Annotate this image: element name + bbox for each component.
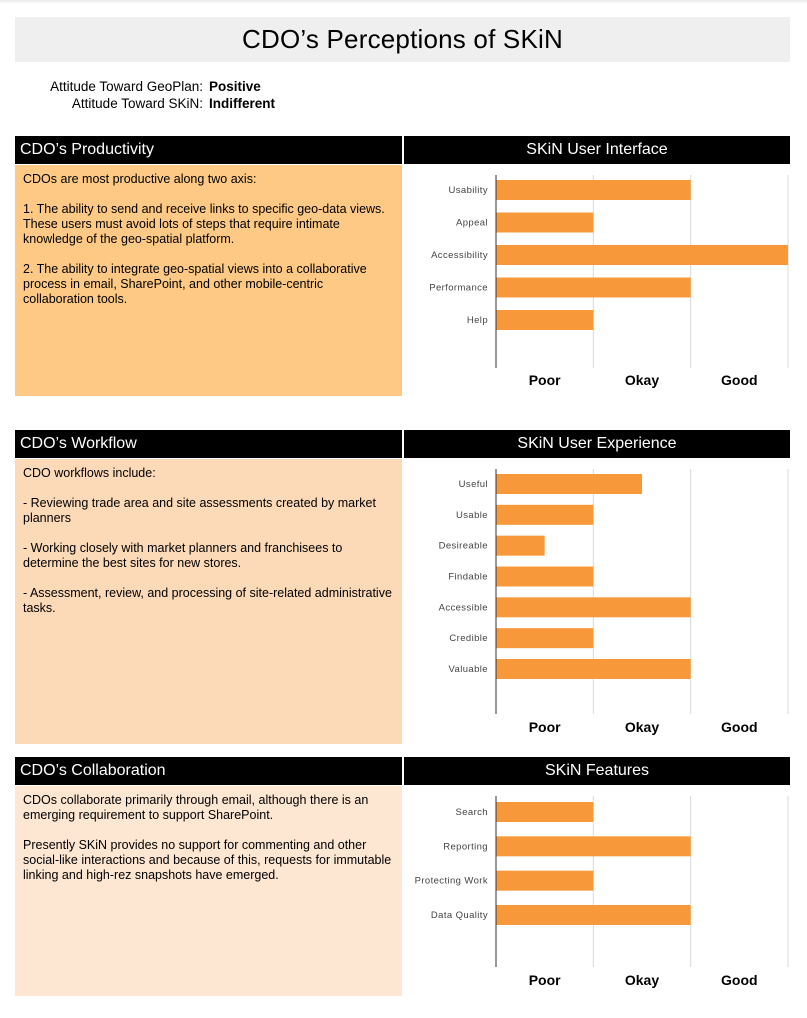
bar [497,836,691,856]
paragraph: - Working closely with market planners and franchisees to determine the best sites for new stores. [23,541,343,570]
rating-label: Poor [528,719,561,735]
category-label: Reporting [443,841,488,853]
ux-chart-header [404,430,790,458]
category-label: Protecting Work [414,875,488,887]
rating-label: Poor [528,972,561,988]
category-label: Appeal [456,217,488,229]
bar [497,871,594,891]
features-chart-svg [404,786,790,996]
rating-label: Okay [624,372,660,388]
category-label: Search [455,807,488,818]
paragraph: 1. The ability to send and receive links to specific geo-data views. These users must avoid lots of steps that require intimate knowledge of the geo-spatial platform. [23,202,385,246]
attitude-skin [15,95,275,112]
chart-title: SKiN User Experience [517,435,677,452]
productivity-text-box [15,165,402,396]
attitude-value: Positive [209,79,261,94]
category-label: Findable [448,571,488,583]
title-band [15,17,790,62]
top-edge [0,0,807,4]
bar [497,213,594,233]
rating-label: Good [721,972,758,988]
paragraph: - Assessment, review, and processing of site-related administrative tasks. [23,586,392,615]
paragraph: CDOs collaborate primarily through email, although there is an emerging requirement to support SharePoint. [23,793,369,822]
bar [497,566,594,586]
category-label: Desireable [438,540,488,552]
ui-chart [404,165,790,396]
bar [497,245,789,265]
attitude-geoplan [15,78,275,95]
bar [497,802,594,822]
features-chart-header [404,757,790,785]
ui-chart-header [404,136,790,164]
category-label: Data Quality [430,909,488,921]
bar [497,628,594,648]
features-chart [404,786,790,996]
section-title: CDO’s Workflow [20,435,137,452]
bar [497,536,545,556]
rating-label: Good [721,372,758,388]
paragraph: CDOs are most productive along two axis: [23,172,257,186]
bar [497,905,691,925]
productivity-header [15,136,402,164]
attitude-label: Attitude Toward SKiN: [71,96,203,111]
ui-chart-svg [404,165,790,396]
bar [497,278,691,298]
rating-label: Okay [624,719,660,735]
bar [497,180,691,200]
collaboration-text-box [15,786,402,996]
category-label: Accessibility [431,250,488,261]
category-label: Valuable [448,663,488,675]
rating-label: Poor [528,372,561,388]
rating-label: Good [721,719,758,735]
category-label: Usable [456,509,488,521]
paragraph: Presently SKiN provides no support for commenting and other social-like interactions and because of this, requests for immutable linking and high-rez snapshots have emerged. [23,838,392,882]
category-label: Credible [449,633,488,645]
attitude-label: Attitude Toward GeoPlan: [50,79,203,94]
bar [497,474,643,494]
collaboration-header [15,757,402,785]
bar [497,659,691,679]
chart-title: SKiN User Interface [526,141,668,158]
attitudes [15,78,275,112]
rating-label: Okay [624,972,660,988]
paragraph: 2. The ability to integrate geo-spatial views into a collaborative process in email, SharePoint, and other mobile-centric collaboration tools. [23,262,367,306]
workflow-text-box [15,459,402,744]
category-label: Help [466,315,488,326]
chart-title: SKiN Features [544,762,650,779]
category-label: Performance [429,282,488,294]
bar [497,505,594,525]
paragraph: CDO workflows include: [23,466,156,480]
paragraph: - Reviewing trade area and site assessments created by market planners [23,496,376,525]
page-title: CDO’s Perceptions of SKiN [242,24,563,54]
bar [497,597,691,617]
ux-chart-svg [404,459,790,744]
section-title: CDO’s Productivity [20,141,154,158]
section-title: CDO’s Collaboration [20,762,166,779]
category-label: Usability [448,185,488,196]
category-label: Useful [458,479,488,490]
category-label: Accessible [438,602,488,614]
bar [497,310,594,330]
ux-chart [404,459,790,744]
attitude-value: Indifferent [209,96,275,111]
workflow-header [15,430,402,458]
